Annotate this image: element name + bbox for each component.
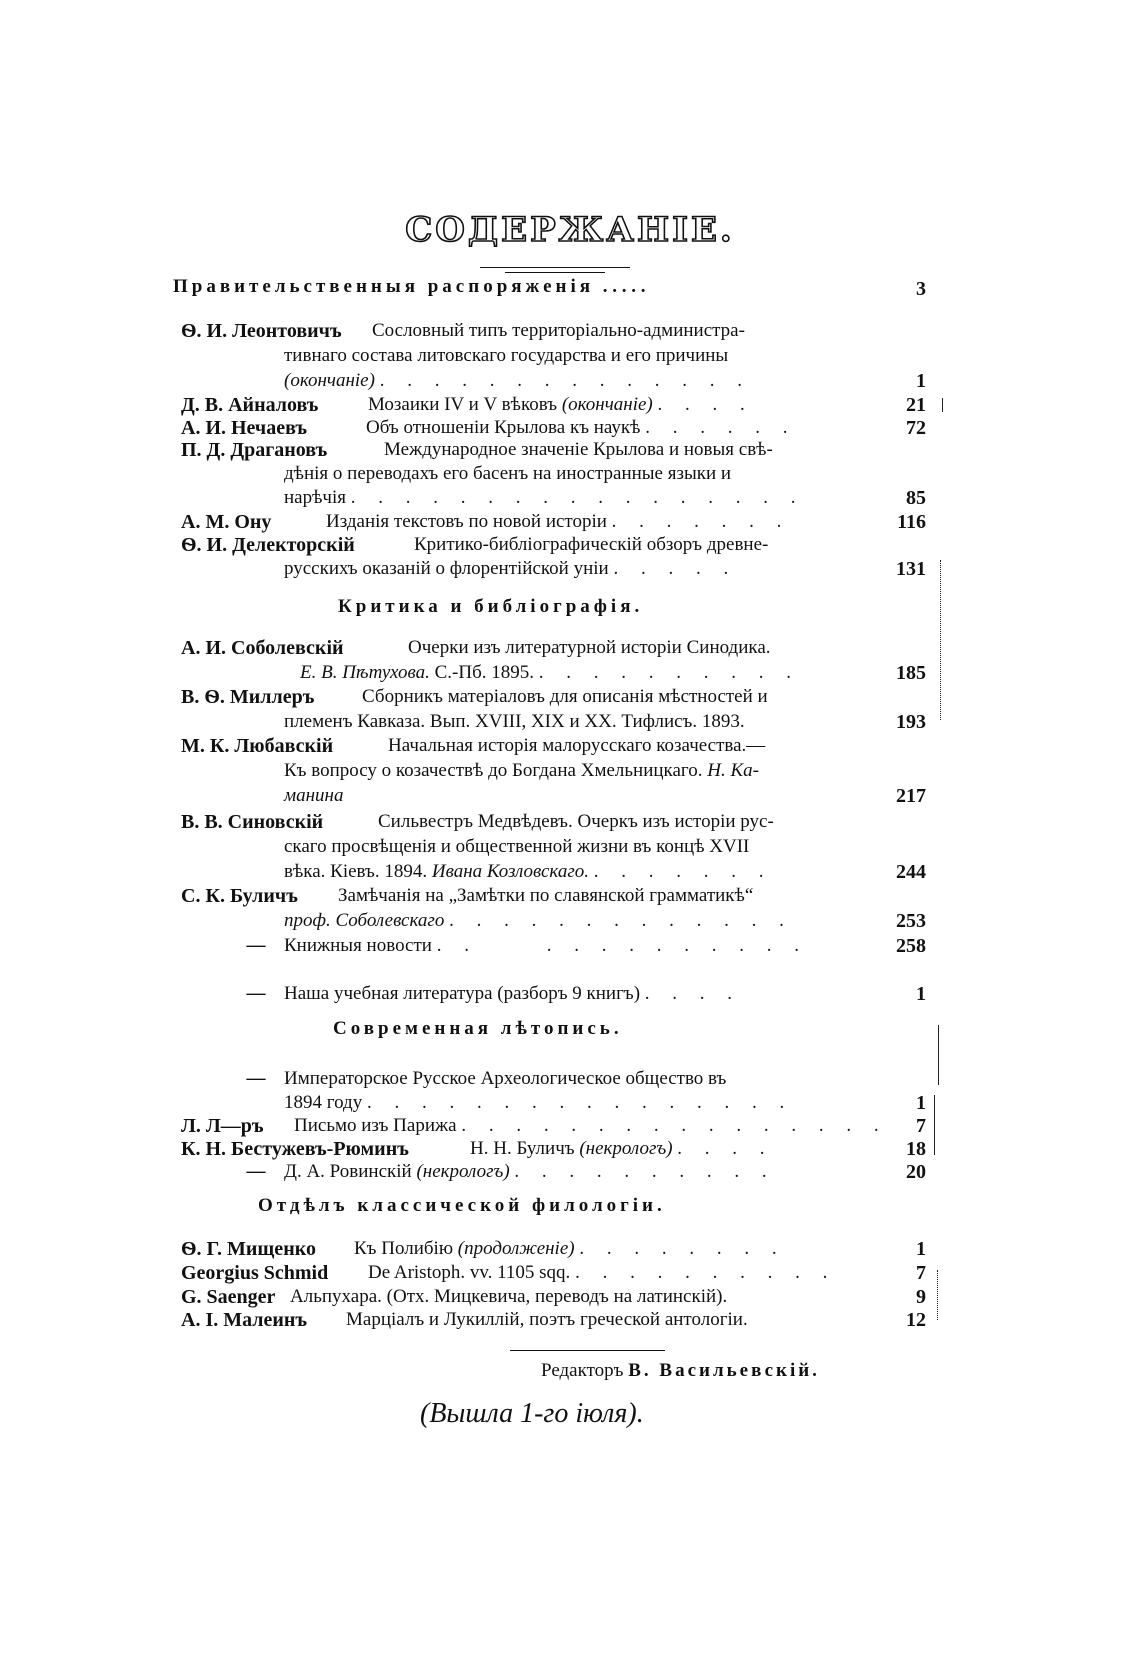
leader-dots: . . . . . . . . . . xyxy=(514,1161,776,1182)
toc-title-line: Сборникъ матеріаловъ для описанія мѣстностей и xyxy=(362,686,768,707)
margin-mark xyxy=(942,398,943,412)
toc-dash: — xyxy=(246,935,266,956)
toc-title-line: Сословный типъ территоріально-администра- xyxy=(372,320,745,341)
page-number: 1 xyxy=(916,983,926,1005)
leader-dots: . . . . . . . . . . . . . xyxy=(449,910,793,931)
toc-dash: — xyxy=(246,1161,266,1182)
toc-title-line xyxy=(284,933,864,959)
editor-rule xyxy=(510,1350,665,1351)
leader-dots: . . . . . xyxy=(613,558,738,579)
leader-dots: . . . . . . . xyxy=(611,511,791,532)
toc-title: вѣка. Кіевъ. 1894. xyxy=(284,861,428,882)
toc-author: Georgius Schmid xyxy=(181,1262,329,1284)
toc-title-line: Замѣчанія на „Замѣтки по славянской грамматикѣ“ xyxy=(338,885,754,906)
toc-author: Ѳ. Г. Мищенко xyxy=(181,1238,316,1260)
page-number: 7 xyxy=(916,1115,926,1137)
toc-author: Д. В. Айналовъ xyxy=(181,394,319,416)
leader-dots: . . . . . . . xyxy=(593,861,773,882)
page-number: 9 xyxy=(916,1286,926,1308)
toc-author: В. В. Синовскій xyxy=(181,811,324,833)
leader-dots: . . . . . . . . . . xyxy=(538,662,801,683)
toc-note: (окончаніе) xyxy=(561,394,653,415)
toc-title: Книжныя новости xyxy=(284,935,432,956)
toc-title-line: тивнаго состава литовскаго государства и его причины xyxy=(284,345,729,366)
toc-title: русскихъ оказаній о флорентійской уніи xyxy=(284,558,609,579)
toc-author: А. И. Нечаевъ xyxy=(181,417,308,439)
margin-mark xyxy=(937,1270,938,1320)
toc-title: Наша учебная литература (разборъ 9 книгъ) xyxy=(284,983,641,1004)
toc-note: (некрологъ) xyxy=(416,1161,510,1182)
toc-title-line xyxy=(284,368,864,394)
page-number: 1 xyxy=(916,1092,926,1114)
toc-title-line: Императорское Русское Археологическое общество въ xyxy=(284,1068,727,1089)
toc-title: Мозаики IV и V вѣковъ xyxy=(368,394,558,415)
toc-title: нарѣчія xyxy=(284,487,346,508)
editor-line xyxy=(541,1360,820,1382)
editor-label: Редакторъ xyxy=(541,1360,624,1381)
leader-dots: . . . . xyxy=(657,394,754,415)
section-heading-chronicle: Современная лѣтопись. xyxy=(333,1018,623,1039)
toc-title-line: Очерки изъ литературной исторіи Синодика. xyxy=(408,637,771,658)
toc-author: П. Д. Драгановъ xyxy=(181,439,328,461)
section-title: Правительственныя распоряженія xyxy=(173,276,595,297)
toc-dash: — xyxy=(246,1068,266,1089)
toc-author: А. М. Ону xyxy=(181,511,272,533)
toc-title-line: дѣнія о переводахъ его басенъ на иностранные языки и xyxy=(284,463,732,484)
toc-title-line: Альпухара. (Отх. Мицкевича, переводъ на латинскій). xyxy=(290,1286,728,1307)
toc-title-line xyxy=(300,660,864,686)
toc-title: Объ отношеніи Крылова къ наукѣ xyxy=(366,417,641,438)
toc-dash: — xyxy=(246,983,266,1004)
page-number: 1 xyxy=(916,1238,926,1260)
toc-note: манина xyxy=(284,785,344,806)
toc-title-line xyxy=(368,1260,864,1286)
toc-author: М. К. Любавскій xyxy=(181,735,334,757)
toc-title-line: Сильвестръ Медвѣдевъ. Очеркъ изъ исторіи рус- xyxy=(378,811,774,832)
section-heading-classical-philology: Отдѣлъ классической филологіи. xyxy=(258,1195,666,1216)
page-number: 21 xyxy=(906,394,926,416)
page-number: 3 xyxy=(916,278,926,300)
toc-title-line: племенъ Кавказа. Вып. XVIII, XIX и XX. Тифлисъ. 1893. xyxy=(284,711,745,732)
toc-title-line: Начальная исторія малорусскаго козачества.— xyxy=(388,735,766,756)
toc-note: (продолженіе) xyxy=(457,1238,575,1259)
section-heading-government xyxy=(173,276,646,298)
toc-title-line: Марціалъ и Лукиллій, поэтъ греческой антологіи. xyxy=(346,1309,748,1330)
leader-dots: . . . . . . . . . . . . . . . . xyxy=(461,1115,888,1136)
page-number: 18 xyxy=(906,1138,926,1160)
toc-title-line xyxy=(284,758,864,784)
page-number: 253 xyxy=(896,910,926,932)
toc-author: Ѳ. И. Делекторскій xyxy=(181,534,355,556)
toc-title: С.-Пб. 1895. xyxy=(434,662,535,683)
margin-mark xyxy=(934,1095,935,1155)
toc-title-line xyxy=(284,556,864,582)
page-title: СОДЕРЖАНІЕ. xyxy=(405,210,735,250)
toc-title: Изданія текстовъ по новой исторіи xyxy=(326,511,607,532)
leader-dots: . . . . . . xyxy=(645,417,797,438)
page-number: 193 xyxy=(896,711,926,733)
toc-title-line xyxy=(284,981,864,1007)
title-rule-top xyxy=(480,267,630,268)
toc-title-line xyxy=(284,1159,864,1185)
page-number: 244 xyxy=(896,861,926,883)
toc-note: Е. В. Пѣтухова. xyxy=(300,662,430,683)
toc-title: Къ Полибію xyxy=(354,1238,454,1259)
toc-author: С. К. Буличъ xyxy=(181,885,298,907)
toc-note: проф. Соболевскаго xyxy=(284,910,445,931)
toc-author: К. Н. Бестужевъ-Рюминъ xyxy=(181,1138,409,1160)
toc-author: В. Ѳ. Миллеръ xyxy=(181,686,315,708)
toc-note: (окончаніе) xyxy=(284,370,375,391)
toc-author: А. И. Соболевскій xyxy=(181,637,344,659)
page-number: 131 xyxy=(896,558,926,580)
publication-note: (Вышла 1-го іюля). xyxy=(420,1398,644,1429)
toc-title-line xyxy=(354,1236,864,1262)
toc-title-line: Критико-библіографическій обзоръ древне- xyxy=(414,534,769,555)
toc-author: Л. Л—ръ xyxy=(181,1115,264,1137)
leader-dots: . . . . . . . . . . . . . . . . xyxy=(366,1092,794,1113)
toc-title: 1894 году xyxy=(284,1092,363,1113)
toc-note: Ивана Козловскаго. xyxy=(431,861,589,882)
toc-title-line: скаго просвѣщенія и общественной жизни въ концѣ XVII xyxy=(284,836,750,857)
page-number: 72 xyxy=(906,417,926,439)
margin-mark xyxy=(940,560,941,720)
page-number: 185 xyxy=(896,662,926,684)
toc-title: De Aristoph. vv. 1105 sqq. xyxy=(368,1262,571,1283)
toc-author: Ѳ. И. Леонтовичъ xyxy=(181,320,342,342)
page-number: 12 xyxy=(906,1309,926,1331)
editor-name: В. Васильевскій. xyxy=(628,1360,820,1381)
toc-note: Н. Ка- xyxy=(707,760,759,781)
toc-title-line xyxy=(284,783,864,809)
leader-dots: . . . . . . . . . . . . . . . . . xyxy=(350,487,805,508)
toc-title-line: Международное значеніе Крылова и новыя свѣ- xyxy=(384,439,773,460)
toc-author: А. I. Малеинъ xyxy=(181,1309,308,1331)
title-rule-bottom xyxy=(505,272,605,273)
margin-mark xyxy=(938,1025,939,1085)
toc-title: Д. А. Ровинскій xyxy=(284,1161,412,1182)
leader-dots: . . . . . . . . . . . . xyxy=(436,935,808,956)
page-number: 20 xyxy=(906,1161,926,1183)
toc-author: G. Saenger xyxy=(181,1286,276,1308)
page-number: 1 xyxy=(916,370,926,392)
section-heading-criticism: Критика и библіографія. xyxy=(338,596,644,617)
leader-dots: . . . . . . . . xyxy=(579,1238,786,1259)
page-number: 116 xyxy=(897,511,926,533)
toc-title-line xyxy=(284,908,864,934)
toc-title-line xyxy=(284,859,864,885)
toc-title-line xyxy=(284,485,864,511)
toc-note: (некрологъ) xyxy=(579,1138,673,1159)
toc-title: Н. Н. Буличъ xyxy=(470,1138,575,1159)
leader-dots: . . . . . . . . . . . . . . xyxy=(379,370,751,391)
leader-dots: . . . . xyxy=(644,983,742,1004)
toc-title: Къ вопросу о козачествѣ до Богдана Хмельницкаго. xyxy=(284,760,703,781)
leader-dots: . . . . . xyxy=(602,276,646,297)
page-number: 85 xyxy=(906,487,926,509)
leader-dots: . . . . . . . . . . xyxy=(575,1262,837,1283)
page-number: 217 xyxy=(896,785,926,807)
toc-title: Письмо изъ Парижа xyxy=(294,1115,457,1136)
page-number: 7 xyxy=(916,1262,926,1284)
page-number: 258 xyxy=(896,935,926,957)
leader-dots: . . . . xyxy=(677,1138,774,1159)
